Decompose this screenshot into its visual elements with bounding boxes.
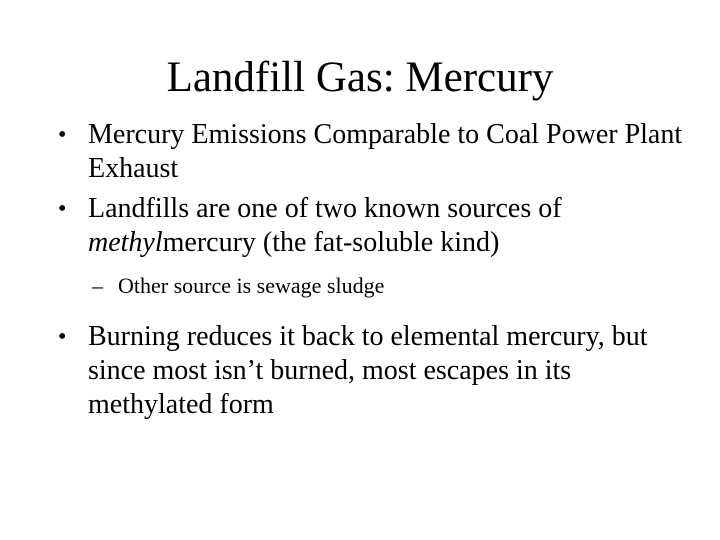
bullet-marker: • bbox=[58, 324, 67, 350]
bullet-text-prefix: Landfills are one of two known sources of bbox=[88, 193, 562, 224]
bullet-list bbox=[56, 118, 696, 428]
sub-bullet-marker: – bbox=[92, 273, 103, 298]
bullet-marker: • bbox=[58, 122, 67, 148]
bullet-marker: • bbox=[58, 196, 67, 222]
sub-bullet-item bbox=[56, 272, 696, 300]
bullet-item bbox=[56, 320, 696, 422]
slide-title: Landfill Gas: Mercury bbox=[166, 54, 554, 101]
bullet-text-suffix: mercury (the fat-soluble kind) bbox=[162, 227, 500, 258]
bullet-item bbox=[56, 192, 696, 260]
bullet-text-italic: methyl bbox=[88, 227, 163, 258]
bullet-text: Burning reduces it back to elemental mercury, but since most isn’t burned, most escapes in its methylated form bbox=[88, 321, 648, 420]
bullet-text: Mercury Emissions Comparable to Coal Power Plant Exhaust bbox=[88, 119, 683, 184]
bullet-item bbox=[56, 118, 696, 186]
sub-bullet-text: Other source is sewage sludge bbox=[118, 273, 385, 298]
